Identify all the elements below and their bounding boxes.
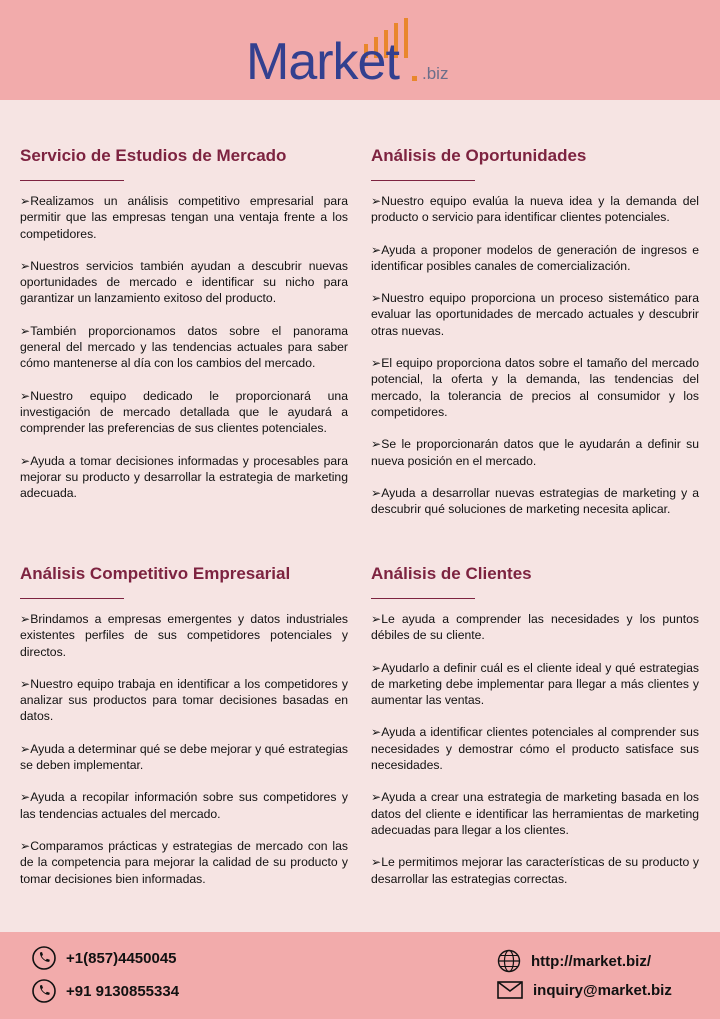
list-item: ➢Nuestro equipo trabaja en identificar a los competidores y analizar sus productos para tomar decisiones basadas en datos.	[20, 676, 348, 724]
list-item: ➢Ayuda a tomar decisiones informadas y procesables para mejorar su producto y desarrollar la estrategia de marketing adecuada.	[20, 453, 348, 501]
website-link[interactable]	[497, 949, 651, 973]
title-underline	[20, 180, 124, 181]
list-item: ➢Comparamos prácticas y estrategias de mercado con las de la competencia para mejorar la calidad de su producto y tomar decisiones bien informadas.	[20, 838, 348, 886]
list-item: ➢Brindamos a empresas emergentes y datos industriales existentes perfiles de sus competidores potenciales y directos.	[20, 612, 348, 659]
list-item: ➢Le permitimos mejorar las características de su producto y desarrollar las estrategias correctas.	[371, 855, 699, 886]
phone-number: +1(857)4450045	[66, 949, 177, 967]
email-address: inquiry@market.biz	[533, 981, 672, 999]
list-item: ➢El equipo proporciona datos sobre el tamaño del mercado potencial, la oferta y la demanda, las tendencias del mercado, la tolerancia de precios al consumidor y los competidores.	[371, 356, 699, 419]
section-market-research	[20, 146, 348, 517]
list-item: ➢Ayuda a proponer modelos de generación de ingresos e identificar posibles canales de comercialización.	[371, 242, 699, 273]
list-item: ➢También proporcionamos datos sobre el panorama general del mercado y las tendencias actuales para saber cómo mantenerse al día con los cambios del mercado.	[20, 323, 348, 371]
list-item: ➢Se le proporcionarán datos que le ayudarán a definir su nueva posición en el mercado.	[371, 437, 699, 468]
list-item: ➢Ayudarlo a definir cuál es el cliente ideal y qué estrategias de marketing debe implementar para llegar a más clientes y aumentar las ventas.	[371, 660, 699, 708]
list-item: ➢Nuestro equipo dedicado le proporcionará una investigación de mercado detallada que le ayudará a comprender las preferencias de sus clientes potenciales.	[20, 388, 348, 436]
logo-brand: Market	[246, 33, 399, 91]
logo[interactable]	[246, 18, 456, 94]
section-competitive-analysis	[20, 564, 348, 903]
list-item: ➢Realizamos un análisis competitivo empresarial para permitir que las empresas tengan una ventaja frente a los competidores.	[20, 194, 348, 241]
phone-number: +91 9130855334	[66, 982, 180, 1000]
section-title: Servicio de Estudios de Mercado	[20, 146, 287, 165]
list-item: ➢Ayuda a determinar qué se debe mejorar y qué estrategias se deben implementar.	[20, 741, 348, 773]
section-title: Análisis Competitivo Empresarial	[20, 564, 291, 583]
section-customer-analysis	[371, 564, 699, 903]
list-item: ➢Ayuda a identificar clientes potenciales al comprender sus necesidades y demostrar cómo el producto satisface sus necesidades.	[371, 725, 699, 773]
phone-icon	[32, 946, 56, 970]
title-underline	[371, 180, 475, 181]
website-url: http://market.biz/	[531, 952, 652, 970]
title-underline	[371, 598, 475, 599]
list-item: ➢Ayuda a recopilar información sobre sus competidores y las tendencias actuales del mercado.	[20, 790, 348, 821]
section-opportunity-analysis	[371, 146, 699, 533]
footer	[0, 932, 720, 1019]
email-link[interactable]	[497, 980, 672, 1000]
list-item: ➢Ayuda a crear una estrategia de marketing basada en los datos del cliente e identificar las herramientas de marketing adecuadas para llegar a los clientes.	[371, 790, 699, 837]
section-title: Análisis de Clientes	[371, 564, 532, 583]
list-item: ➢Nuestros servicios también ayudan a descubrir nuevas oportunidades de mercado e identificar su nicho para garantizar un lanzamiento exitoso del producto.	[20, 258, 348, 306]
globe-icon	[497, 949, 521, 973]
list-item: ➢Le ayuda a comprender las necesidades y los puntos débiles de su cliente.	[371, 612, 699, 643]
phone-icon	[32, 979, 56, 1003]
logo-dot	[412, 76, 417, 81]
title-underline	[20, 598, 124, 599]
list-item: ➢Nuestro equipo evalúa la nueva idea y la demanda del producto o servicio para identificar clientes potenciales.	[371, 194, 699, 225]
list-item: ➢Nuestro equipo proporciona un proceso sistemático para evaluar las oportunidades de mercado actuales y descubrir otras nuevas.	[371, 291, 699, 338]
header	[0, 0, 720, 100]
section-title: Análisis de Oportunidades	[371, 146, 587, 165]
phone-contact-1[interactable]	[32, 946, 177, 970]
mail-icon	[497, 980, 523, 1000]
list-item: ➢Ayuda a desarrollar nuevas estrategias de marketing y a descubrir qué soluciones de marketing necesita aplicar.	[371, 485, 699, 517]
logo-suffix: .biz	[422, 64, 449, 83]
phone-contact-2[interactable]	[32, 979, 179, 1003]
